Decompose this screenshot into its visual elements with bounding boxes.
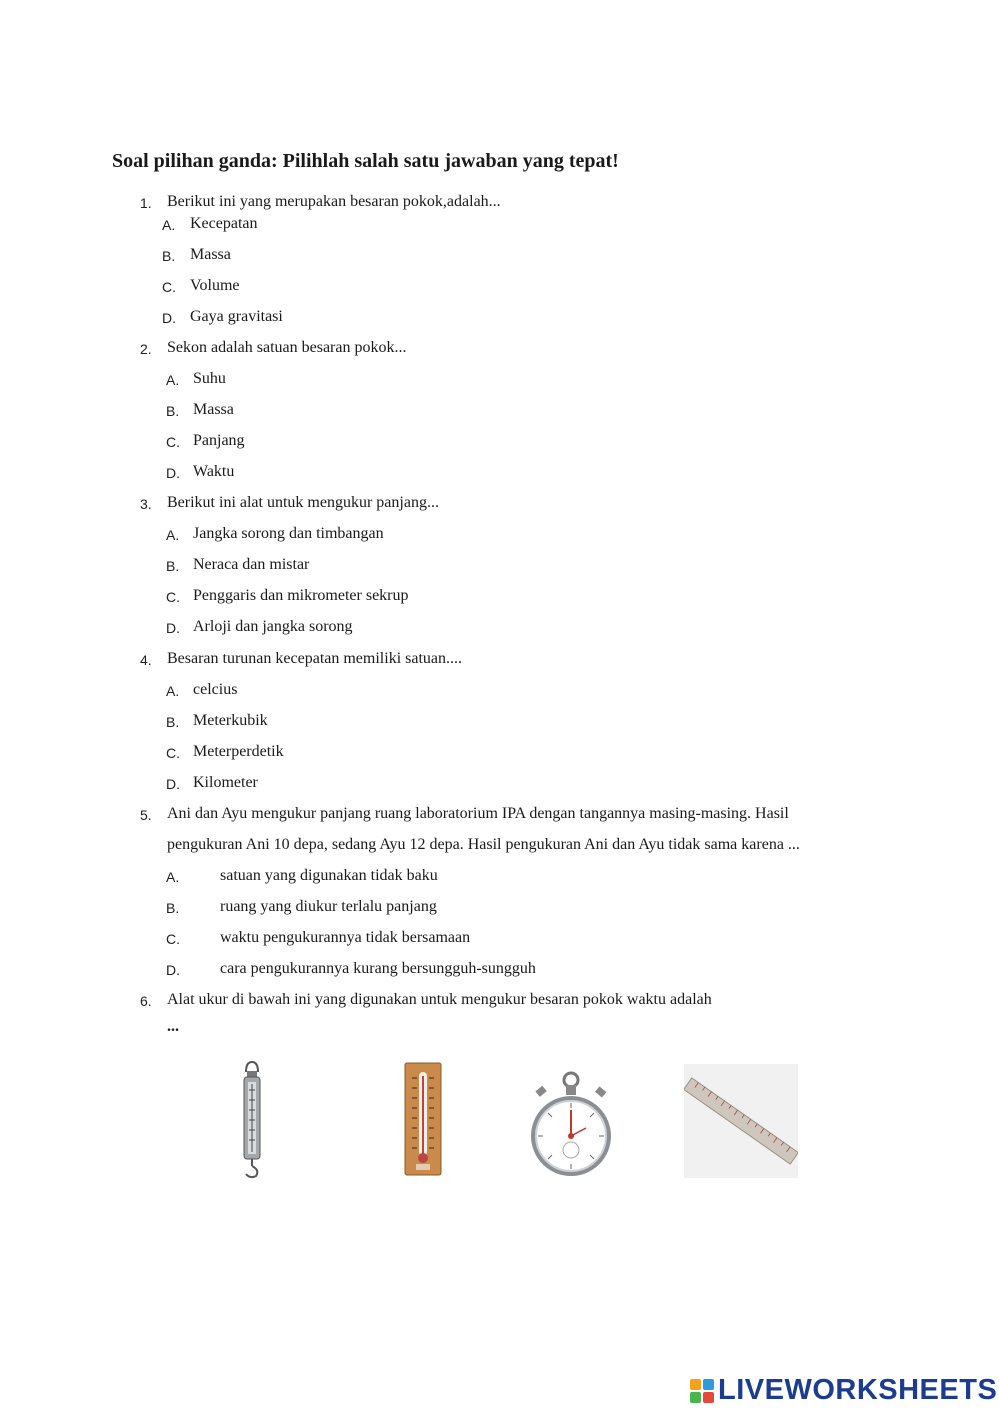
- option-text[interactable]: Jangka sorong dan timbangan: [193, 525, 384, 542]
- stopwatch-image[interactable]: [528, 1070, 614, 1180]
- question-text-continued: ...: [167, 1018, 179, 1035]
- option-letter: A.: [166, 683, 180, 699]
- option-letter: B.: [162, 248, 176, 264]
- option-text[interactable]: Kilometer: [193, 774, 258, 791]
- option-letter: C.: [166, 745, 180, 761]
- question-number: 2.: [140, 341, 152, 357]
- spring-scale-image[interactable]: [232, 1060, 272, 1180]
- question-text: Berikut ini alat untuk mengukur panjang...: [167, 494, 439, 511]
- option-letter: D.: [166, 620, 180, 636]
- question-text: Sekon adalah satuan besaran pokok...: [167, 339, 407, 356]
- question-number: 3.: [140, 496, 152, 512]
- option-text[interactable]: Suhu: [193, 370, 226, 387]
- spring-scale-icon: [232, 1060, 272, 1180]
- question-text: Besaran turunan kecepatan memiliki satuan....: [167, 650, 463, 667]
- option-text[interactable]: Massa: [190, 246, 231, 263]
- option-text[interactable]: Gaya gravitasi: [190, 308, 283, 325]
- option-letter: D.: [166, 465, 180, 481]
- option-letter: D.: [162, 310, 176, 326]
- option-letter: A.: [166, 869, 180, 885]
- logo-text: LIVEWORKSHEETS: [718, 1374, 998, 1406]
- question-number: 4.: [140, 652, 152, 668]
- question-number: 1.: [140, 195, 152, 211]
- option-text[interactable]: Waktu: [193, 463, 235, 480]
- option-letter: A.: [162, 217, 176, 233]
- question-text: Berikut ini yang merupakan besaran pokok,adalah...: [167, 193, 501, 210]
- option-letter: C.: [166, 931, 180, 947]
- option-letter: B.: [166, 558, 180, 574]
- option-text[interactable]: Meterperdetik: [193, 743, 284, 760]
- option-text[interactable]: satuan yang digunakan tidak baku: [220, 867, 438, 884]
- question-number: 5.: [140, 807, 152, 823]
- option-letter: A.: [166, 527, 180, 543]
- option-letter: D.: [166, 776, 180, 792]
- thermometer-icon: [404, 1062, 442, 1176]
- option-letter: C.: [166, 434, 180, 450]
- option-text[interactable]: Neraca dan mistar: [193, 556, 310, 573]
- option-letter: B.: [166, 900, 180, 916]
- option-text[interactable]: celcius: [193, 681, 238, 698]
- stopwatch-icon: [528, 1070, 614, 1180]
- option-text[interactable]: cara pengukurannya kurang bersungguh-sungguh: [220, 960, 536, 977]
- question-text-continued: pengukuran Ani 10 depa, sedang Ayu 12 depa. Hasil pengukuran Ani dan Ayu tidak sama karena ...: [167, 836, 800, 853]
- option-text[interactable]: Meterkubik: [193, 712, 268, 729]
- option-letter: C.: [162, 279, 176, 295]
- option-text[interactable]: Arloji dan jangka sorong: [193, 618, 353, 635]
- option-letter: C.: [166, 589, 180, 605]
- question-number: 6.: [140, 993, 152, 1009]
- option-text[interactable]: Panjang: [193, 432, 245, 449]
- option-letter: D.: [166, 962, 180, 978]
- liveworksheets-logo[interactable]: [690, 1374, 997, 1407]
- option-letter: B.: [166, 714, 180, 730]
- page-title: Soal pilihan ganda: Pilihlah salah satu jawaban yang tepat!: [112, 150, 619, 172]
- thermometer-image[interactable]: [404, 1062, 442, 1176]
- question-text: Ani dan Ayu mengukur panjang ruang laboratorium IPA dengan tangannya masing-masing. Hasil: [167, 805, 789, 822]
- logo-grid-icon: [690, 1379, 714, 1403]
- option-letter: B.: [166, 403, 180, 419]
- question-text: Alat ukur di bawah ini yang digunakan untuk mengukur besaran pokok waktu adalah: [167, 991, 712, 1008]
- option-text[interactable]: Kecepatan: [190, 215, 258, 232]
- ruler-image[interactable]: [684, 1064, 798, 1178]
- option-text[interactable]: Penggaris dan mikrometer sekrup: [193, 587, 409, 604]
- option-text[interactable]: ruang yang diukur terlalu panjang: [220, 898, 437, 915]
- option-text[interactable]: Volume: [190, 277, 240, 294]
- option-text[interactable]: Massa: [193, 401, 234, 418]
- option-letter: A.: [166, 372, 180, 388]
- ruler-icon: [684, 1064, 798, 1178]
- option-text[interactable]: waktu pengukurannya tidak bersamaan: [220, 929, 471, 946]
